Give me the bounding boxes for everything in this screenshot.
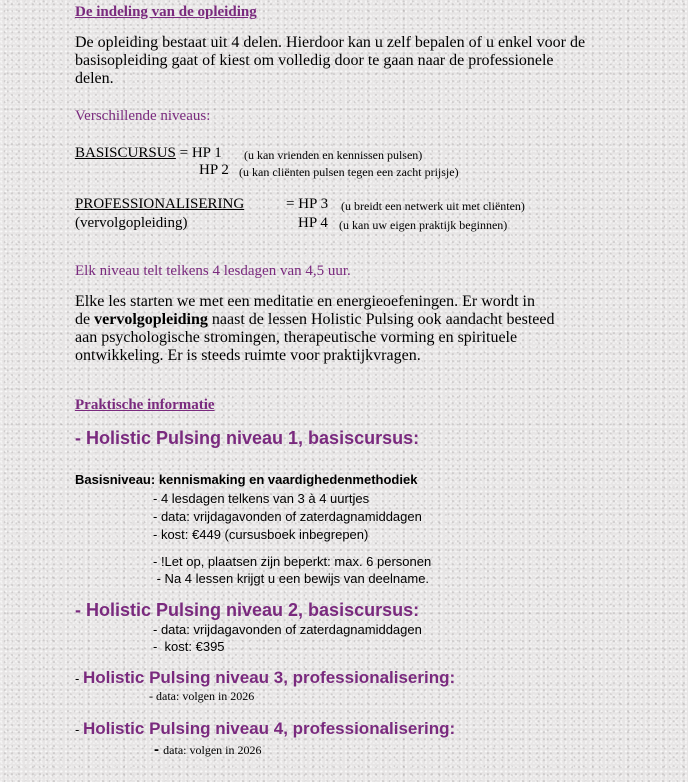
level4-dash: - bbox=[75, 722, 83, 737]
level1-items bbox=[153, 490, 422, 544]
level1-title: - Holistic Pulsing niveau 1, basiscursus: bbox=[75, 428, 420, 448]
intro-line: delen. bbox=[75, 70, 114, 87]
level2-items bbox=[153, 621, 422, 655]
description-line bbox=[75, 311, 554, 329]
description-text: naast de lessen Holistic Pulsing ook aandacht besteed bbox=[207, 311, 555, 328]
hp3-note: (u breidt een netwerk uit met cliënten) bbox=[341, 199, 525, 213]
level3-title-row bbox=[75, 668, 455, 688]
list-item: - !Let op, plaatsen zijn beperkt: max. 6 personen bbox=[153, 554, 432, 569]
vervolgopleiding-label: (vervolgopleiding) bbox=[75, 215, 188, 231]
description-line: aan psychologische stromingen, therapeutische vorming en spirituele bbox=[75, 329, 518, 346]
description-line: Elke les starten we met een meditatie en energieoefeningen. Er wordt in bbox=[75, 293, 535, 310]
level3-title: Holistic Pulsing niveau 3, professionalisering: bbox=[82, 668, 456, 687]
level4-item: data: volgen in 2026 bbox=[163, 743, 262, 757]
hp2-note: (u kan cliënten pulsen tegen een zacht prijsje) bbox=[239, 165, 459, 179]
list-item: - data: vrijdagavonden of zaterdagnamiddagen bbox=[153, 509, 422, 524]
basis-row bbox=[75, 145, 222, 162]
description-line: ontwikkeling. Er is steeds ruimte voor praktijkvragen. bbox=[75, 347, 421, 364]
level4-item-row bbox=[154, 741, 262, 759]
vervolgopleiding-bold: vervolgopleiding bbox=[94, 311, 208, 328]
list-item: - kost: €449 (cursusboek inbegrepen) bbox=[153, 527, 369, 542]
lesdagen-text: Elk niveau telt telkens 4 lesdagen van 4,5 uur. bbox=[75, 263, 351, 279]
description-paragraph bbox=[75, 293, 554, 365]
list-item: - 4 lesdagen telkens van 3 à 4 uurtjes bbox=[153, 491, 370, 506]
levels-heading: Verschillende niveaus: bbox=[75, 108, 211, 124]
level4-title: Holistic Pulsing niveau 4, professionalisering: bbox=[82, 719, 456, 738]
level1-subtitle: Basisniveau: kennismaking en vaardighedenmethodiek bbox=[75, 472, 418, 487]
level2-title: - Holistic Pulsing niveau 2, basiscursus: bbox=[75, 600, 420, 620]
intro-line: De opleiding bestaat uit 4 delen. Hierdoor kan u zelf bepalen of u enkel voor de bbox=[75, 34, 586, 51]
intro-line: basisopleiding gaat of kiest om volledig door te gaan naar de professionele bbox=[75, 52, 554, 69]
hp1-label: = HP 1 bbox=[175, 145, 222, 161]
list-item: - kost: €395 bbox=[153, 639, 225, 654]
level4-item-dash: - bbox=[154, 741, 164, 758]
hp2-label: HP 2 bbox=[199, 162, 229, 178]
hp4-label: HP 4 bbox=[298, 215, 328, 231]
hp1-note: (u kan vrienden en kennissen pulsen) bbox=[244, 148, 423, 162]
intro-paragraph bbox=[75, 34, 585, 88]
level4-title-row bbox=[75, 719, 455, 739]
basiscursus-label: BASISCURSUS bbox=[75, 145, 176, 161]
hp4-note: (u kan uw eigen praktijk beginnen) bbox=[339, 218, 508, 232]
level3-item: - data: volgen in 2026 bbox=[149, 689, 255, 703]
list-item: - data: vrijdagavonden of zaterdagnamiddagen bbox=[153, 622, 422, 637]
section-heading-indeling: De indeling van de opleiding bbox=[75, 4, 257, 20]
level3-dash: - bbox=[75, 671, 83, 686]
list-item: - Na 4 lessen krijgt u een bewijs van deelname. bbox=[153, 571, 430, 586]
level1-notes bbox=[153, 553, 431, 587]
professionalisering-label: PROFESSIONALISERING bbox=[75, 196, 245, 212]
description-text: de bbox=[75, 311, 95, 328]
hp3-label: = HP 3 bbox=[286, 196, 329, 212]
practical-heading: Praktische informatie bbox=[75, 397, 215, 413]
